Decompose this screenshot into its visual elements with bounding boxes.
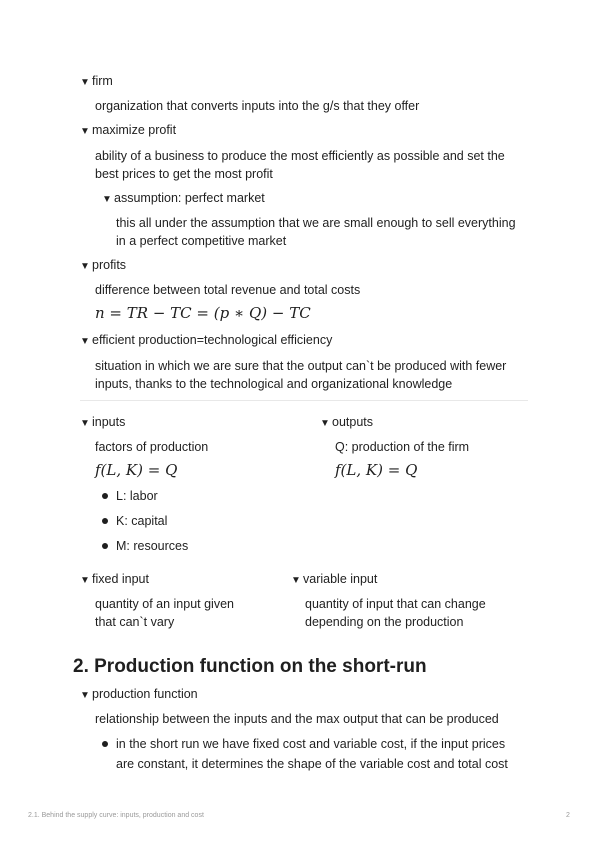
toggle-title: production function bbox=[92, 687, 198, 701]
toggle-triangle-icon[interactable]: ▼ bbox=[320, 418, 330, 429]
bullet-icon bbox=[102, 741, 108, 747]
assumption-text-line: in a perfect competitive market bbox=[116, 234, 287, 248]
toggle-triangle-icon[interactable]: ▼ bbox=[80, 336, 90, 347]
list-item-text: in the short run we have fixed cost and variable cost, if the input prices bbox=[116, 737, 506, 751]
toggle-firm[interactable] bbox=[80, 74, 113, 88]
bullet-icon bbox=[102, 543, 108, 549]
maximize-profit-text-line: ability of a business to produce the most efficiently as possible and set the bbox=[95, 149, 505, 163]
list-item bbox=[102, 737, 505, 751]
list-item-text: L: labor bbox=[116, 489, 158, 503]
toggle-fixed-input[interactable] bbox=[80, 572, 149, 586]
toggle-variable-input[interactable] bbox=[291, 572, 377, 586]
toggle-title: variable input bbox=[303, 572, 378, 586]
list-item-text-continuation: are constant, it determines the shape of the variable cost and total cost bbox=[116, 757, 508, 771]
toggle-title: fixed input bbox=[92, 572, 149, 586]
list-item-text: M: resources bbox=[116, 539, 189, 553]
profit-formula: n = TR − TC = (p ∗ Q) − TC bbox=[95, 304, 311, 322]
variable-input-text-line: depending on the production bbox=[305, 615, 464, 629]
toggle-production-function[interactable] bbox=[80, 687, 198, 701]
toggle-triangle-icon[interactable]: ▼ bbox=[80, 690, 90, 701]
page-number: 2 bbox=[566, 812, 570, 819]
toggle-profits[interactable] bbox=[80, 258, 126, 272]
profits-definition: difference between total revenue and total costs bbox=[95, 283, 361, 297]
toggle-triangle-icon[interactable]: ▼ bbox=[80, 261, 90, 272]
inputs-definition: factors of production bbox=[95, 440, 209, 454]
toggle-assumption[interactable] bbox=[102, 191, 265, 205]
inputs-formula: f(L, K) = Q bbox=[95, 461, 178, 479]
toggle-triangle-icon[interactable]: ▼ bbox=[102, 194, 112, 205]
section-heading: 2. Production function on the short-run bbox=[73, 656, 427, 677]
toggle-triangle-icon[interactable]: ▼ bbox=[291, 575, 301, 586]
toggle-maximize-profit[interactable] bbox=[80, 123, 176, 137]
bullet-icon bbox=[102, 493, 108, 499]
outputs-formula: f(L, K) = Q bbox=[335, 461, 418, 479]
footer-title: 2.1. Behind the supply curve: inputs, production and cost bbox=[28, 812, 204, 819]
toggle-title: efficient production=technological efficiency bbox=[92, 333, 333, 347]
toggle-title: profits bbox=[92, 258, 127, 272]
fixed-input-text-line: that can`t vary bbox=[95, 615, 175, 629]
firm-definition: organization that converts inputs into the g/s that they offer bbox=[95, 99, 420, 113]
toggle-outputs[interactable] bbox=[320, 415, 373, 429]
divider bbox=[80, 400, 528, 401]
toggle-inputs[interactable] bbox=[80, 415, 125, 429]
variable-input-text-line: quantity of input that can change bbox=[305, 597, 486, 611]
toggle-title: firm bbox=[92, 74, 113, 88]
list-item bbox=[102, 514, 167, 528]
efficient-production-text-line: situation in which we are sure that the output can`t be produced with fewer bbox=[95, 359, 507, 373]
toggle-title: maximize profit bbox=[92, 123, 177, 137]
outputs-definition: Q: production of the firm bbox=[335, 440, 470, 454]
maximize-profit-text-line: best prices to get the most profit bbox=[95, 167, 273, 181]
toggle-triangle-icon[interactable]: ▼ bbox=[80, 418, 90, 429]
list-item bbox=[102, 489, 158, 503]
toggle-title: assumption: perfect market bbox=[114, 191, 265, 205]
toggle-triangle-icon[interactable]: ▼ bbox=[80, 575, 90, 586]
list-item-text: K: capital bbox=[116, 514, 168, 528]
assumption-text-line: this all under the assumption that we are small enough to sell everything bbox=[116, 216, 516, 230]
efficient-production-text-line: inputs, thanks to the technological and organizational knowledge bbox=[95, 377, 453, 391]
toggle-efficient-production[interactable] bbox=[80, 333, 332, 347]
toggle-triangle-icon[interactable]: ▼ bbox=[80, 126, 90, 137]
toggle-title: outputs bbox=[332, 415, 374, 429]
bullet-icon bbox=[102, 518, 108, 524]
toggle-triangle-icon[interactable]: ▼ bbox=[80, 77, 90, 88]
list-item bbox=[102, 539, 188, 553]
fixed-input-text-line: quantity of an input given bbox=[95, 597, 234, 611]
toggle-title: inputs bbox=[92, 415, 126, 429]
production-function-definition: relationship between the inputs and the max output that can be produced bbox=[95, 712, 499, 726]
